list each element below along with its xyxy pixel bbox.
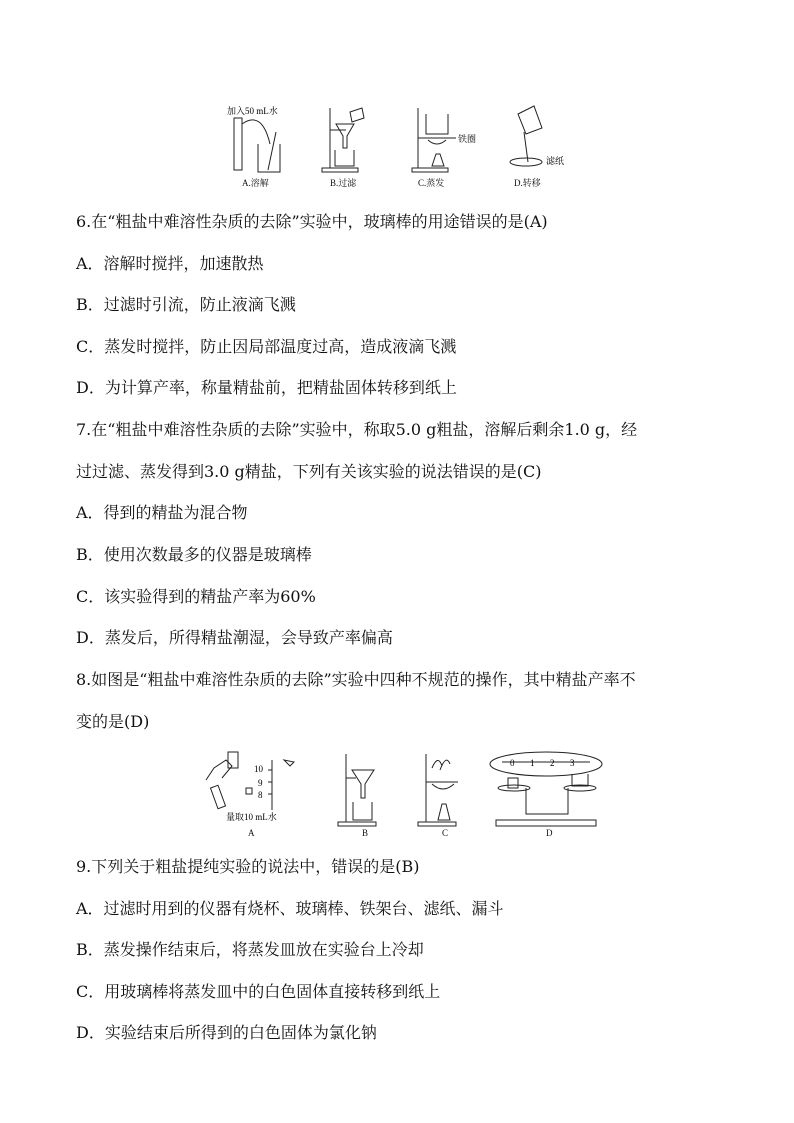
figure-transfer-svg	[500, 104, 570, 190]
fig1-caption-c: C.蒸发	[418, 178, 445, 188]
stand-base-icon	[322, 168, 358, 172]
question-7-option-b: B．使用次数最多的仪器是玻璃棒	[76, 545, 312, 564]
pour-stream-icon	[242, 120, 270, 144]
filter-paper-icon	[510, 158, 542, 166]
transfer-beaker-icon	[518, 106, 542, 134]
fig1-top-label: 加入50 mL水	[227, 106, 278, 116]
question-7-stem-line2: 过过滤、蒸发得到3.0 g精盐，下列有关该实验的说法错误的是(C)	[76, 462, 542, 481]
beaker-on-pan-icon	[572, 774, 588, 786]
figure-lab-operations-svg	[222, 104, 484, 190]
receiving-beaker-icon	[335, 150, 354, 166]
fig2-caption-a: A	[248, 828, 255, 838]
fig2-ruler-3: 3	[570, 758, 575, 768]
evaporating-beaker-icon	[426, 114, 448, 134]
stopper-icon	[246, 788, 252, 794]
receiving-beaker-icon	[353, 802, 372, 820]
fig1-caption-b: B.过滤	[330, 178, 357, 188]
vapor-icon	[432, 760, 450, 770]
question-6-option-d: D．为计算产率，称量精盐前，把精盐固体转移到纸上	[76, 378, 457, 397]
alcohol-lamp-icon	[438, 804, 450, 820]
test-tube-icon	[210, 785, 225, 808]
balance-base-icon	[496, 820, 596, 826]
question-6-option-b: B．过滤时引流，防止液滴飞溅	[76, 295, 296, 314]
question-9-option-c: C．用玻璃棒将蒸发皿中的白色固体直接转移到纸上	[76, 982, 441, 1001]
figure-nonstandard-svg	[196, 748, 612, 840]
fig2-ruler-1: 1	[530, 758, 535, 768]
question-8-stem-line1: 8.如图是“粗盐中难溶性杂质的去除”实验中四种不规范的操作，其中精盐产率不	[76, 670, 636, 689]
fig2-ruler-2: 2	[550, 758, 555, 768]
glass-rod-icon	[268, 132, 276, 170]
evaporating-dish-icon	[432, 784, 454, 789]
question-7-option-d: D．蒸发后，所得精盐潮湿，会导致产率偏高	[76, 628, 393, 647]
funnel-icon	[352, 770, 374, 798]
fig1-caption-d: D.转移	[514, 178, 541, 188]
funnel-icon	[336, 124, 354, 148]
balance-body-icon	[526, 788, 568, 814]
question-9-stem: 9.下列关于粗盐提纯实验的说法中，错误的是(B)	[76, 857, 420, 876]
question-7-option-c: C．该实验得到的精盐产率为60%	[76, 587, 316, 606]
question-7-option-a: A．得到的精盐为混合物	[76, 503, 248, 522]
question-7-stem-line1: 7.在“粗盐中难溶性杂质的去除”实验中，称取5.0 g粗盐，溶解后剩余1.0 g，经	[76, 420, 638, 439]
fig1-ring-label: 铁圈	[458, 134, 477, 144]
question-6-option-a: A．溶解时搅拌，加速散热	[76, 254, 264, 273]
fig2-cylinder-label: 量取10 mL水	[226, 812, 277, 822]
fig2-caption-d: D	[546, 828, 553, 838]
fig2-tick-9: 9	[258, 778, 263, 788]
question-6-stem: 6.在“粗盐中难溶性杂质的去除”实验中，玻璃棒的用途错误的是(A)	[76, 212, 548, 231]
fig2-caption-b: B	[362, 828, 369, 838]
fig2-ruler-0: 0	[510, 758, 515, 768]
fig2-tick-8: 8	[258, 790, 263, 800]
question-8-stem-line2: 变的是(D)	[76, 712, 150, 731]
figure-nonstandard-operations	[196, 748, 612, 840]
question-9-option-d: D．实验结束后所得到的白色固体为氯化钠	[76, 1023, 377, 1042]
question-6-option-c: C．蒸发时搅拌，防止因局部温度过高，造成液滴飞溅	[76, 337, 457, 356]
pouring-beaker-icon	[350, 108, 364, 122]
fig1-paper-label: 滤纸	[546, 156, 565, 166]
evaporating-dish-icon	[428, 140, 446, 144]
eye-icon	[284, 760, 294, 766]
question-9-option-b: B．蒸发操作结束后，将蒸发皿放在实验台上冷却	[76, 940, 424, 959]
fig1-caption-a: A.溶解	[242, 178, 269, 188]
graduated-cylinder-icon	[234, 118, 242, 170]
beaker-icon	[258, 144, 280, 172]
alcohol-lamp-icon	[432, 154, 444, 166]
fig2-tick-10: 10	[254, 764, 263, 774]
reagent-bottle-icon	[228, 752, 238, 768]
weight-icon	[508, 778, 518, 788]
question-9-option-a: A．过滤时用到的仪器有烧杯、玻璃棒、铁架台、滤纸、漏斗	[76, 899, 504, 918]
figure-lab-operations-d	[500, 104, 570, 190]
balance-ruler-icon	[490, 752, 602, 776]
figure-lab-operations	[222, 104, 484, 190]
fig2-caption-c: C	[442, 828, 449, 838]
